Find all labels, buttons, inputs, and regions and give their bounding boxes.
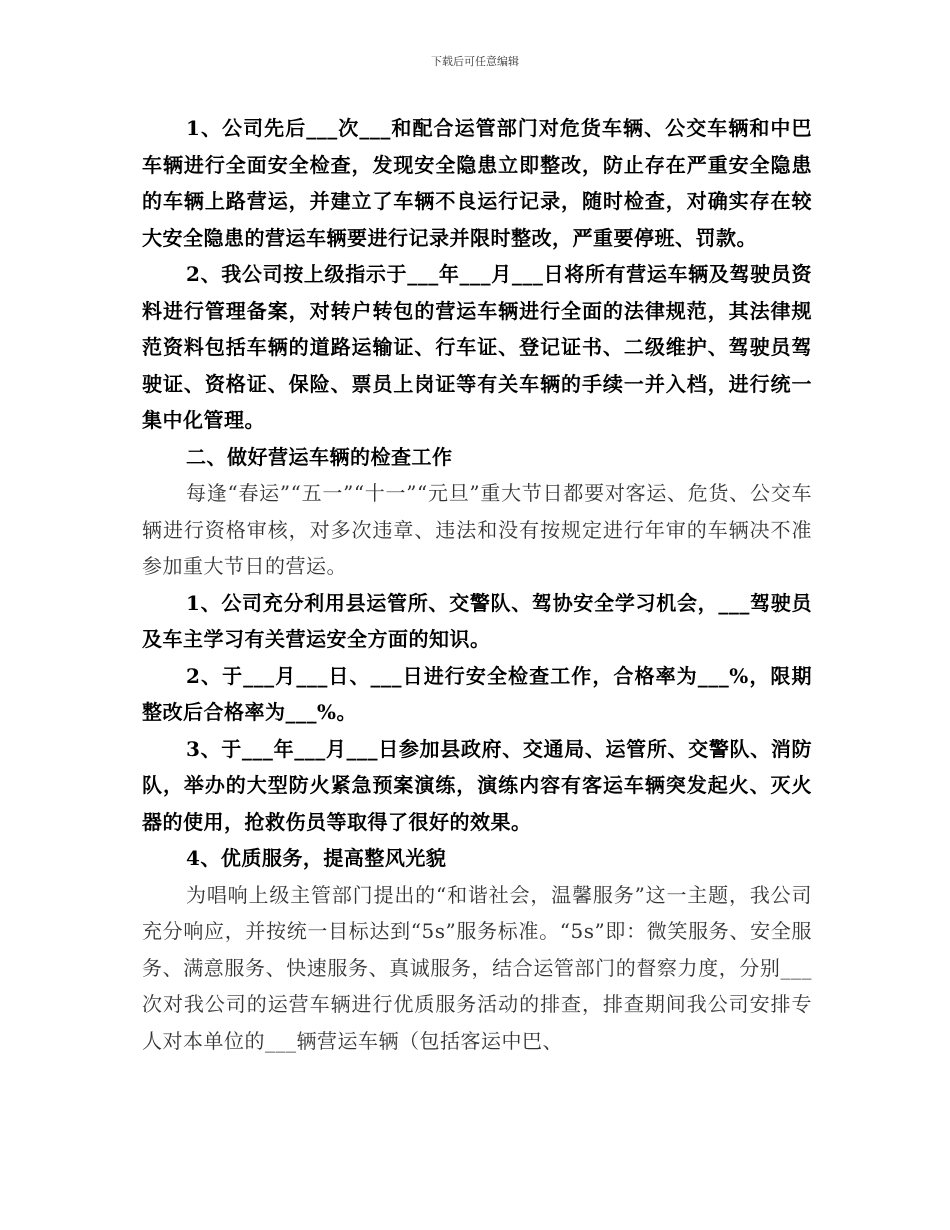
paragraph-4: 1、公司充分利用县运管所、交警队、驾协安全学习机会，___驾驶员及车主学习有关营运安全方面的知识。 [142, 590, 812, 651]
paragraph-3: 每逢“春运”“五一”“十一”“元旦”重大节日都要对客运、危货、公交车辆进行资格审核，对多次违章、违法和没有按规定进行年审的车辆决不准参加重大节日的营运。 [142, 481, 812, 578]
paragraph-6: 3、于___年___月___日参加县政府、交通局、运管所、交警队、消防队，举办的大型防火紧急预案演练，演练内容有客运车辆突发起火、灭火器的使用，抢救伤员等取得了很好的效果。 [142, 736, 812, 834]
page-header: 下载后可任意编辑 [431, 55, 519, 68]
paragraph-2: 2、我公司按上级指示于___年___月___日将所有营运车辆及驾驶员资料进行管理备案，对转户转包的营运车辆进行全面的法律规范，其法律规范资料包括车辆的道路运输证、行车证、登记证书、二级维护、驾驶员驾驶证、资格证、保险、票员上岗证等有关车辆的手续一并入档，进行统一集中化管理。 [142, 262, 812, 432]
paragraph-7: 为唱响上级主管部门提出的“和谐社会，温馨服务”这一主题，我公司充分响应，并按统一目标达到“5s”服务标准。“5s”即：微笑服务、安全服务、满意服务、快速服务、真诚服务，结合运管部门的督察力度，分别___次对我公司的运营车辆进行优质服务活动的排查，排查期间我公司安排专人对本单位的___辆营运车辆（包括客运中巴、 [142, 882, 812, 1053]
section-heading-2: 二、做好营运车辆的检查工作 [186, 444, 453, 469]
paragraph-5: 2、于___月___日、___日进行安全检查工作，合格率为___%，限期整改后合格率为___%。 [142, 663, 812, 724]
document-body [142, 110, 812, 1059]
paragraph-1: 1、公司先后___次___和配合运管部门对危货车辆、公交车辆和中巴车辆进行全面安全检查，发现安全隐患立即整改，防止存在严重安全隐患的车辆上路营运，并建立了车辆不良运行记录，随时检查，对确实存在较大安全隐患的营运车辆要进行记录并限时整改，严重要停班、罚款。 [142, 116, 812, 250]
subheading-4: 4、优质服务，提高整风光貌 [186, 846, 447, 870]
